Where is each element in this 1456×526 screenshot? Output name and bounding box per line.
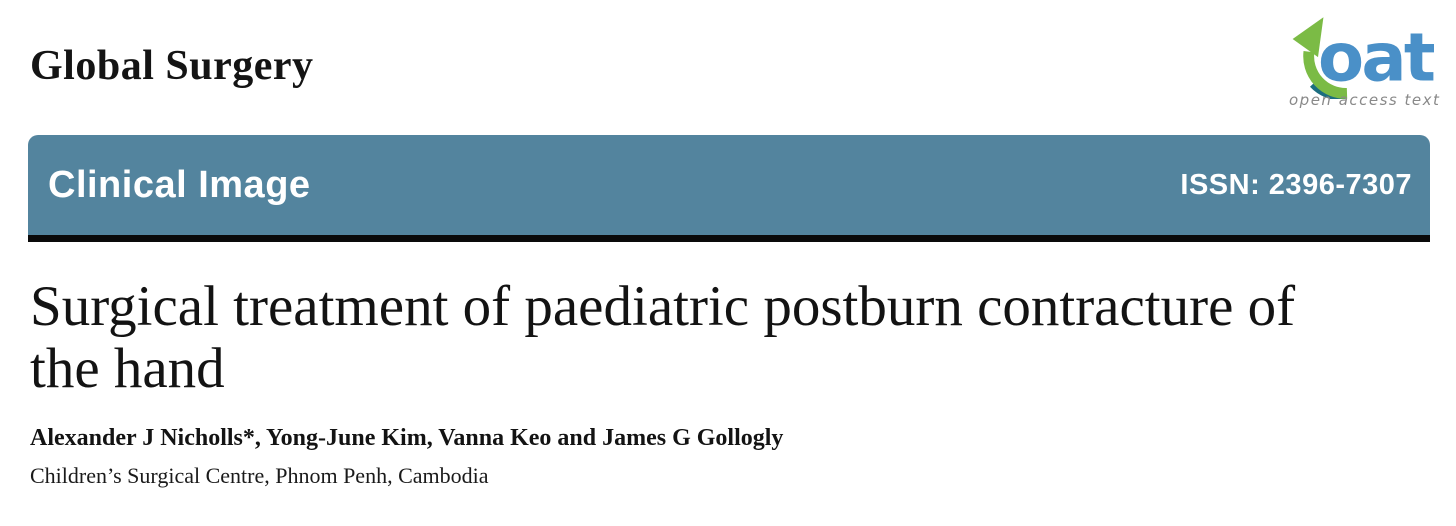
journal-name: Global Surgery <box>30 43 314 89</box>
affiliation-line: Children’s Surgical Centre, Phnom Penh, Cambodia <box>30 463 489 489</box>
issn-label: ISSN: 2396-7307 <box>1180 168 1412 201</box>
article-title: Surgical treatment of paediatric postburn contracture of the hand <box>30 275 1296 400</box>
article-type-label: Clinical Image <box>48 163 311 206</box>
masthead <box>0 0 1456 135</box>
oat-logo-icon <box>1289 8 1434 99</box>
article-head <box>0 276 1456 489</box>
logo-wordmark: oat <box>1318 18 1434 97</box>
authors-line: Alexander J Nicholls*, Yong-June Kim, Vanna Keo and James G Gollogly <box>30 425 784 452</box>
divider-rule <box>28 235 1430 242</box>
logo-tagline: open access text <box>1289 91 1441 109</box>
article-type-banner <box>28 135 1430 235</box>
oat-logo <box>1289 8 1441 109</box>
